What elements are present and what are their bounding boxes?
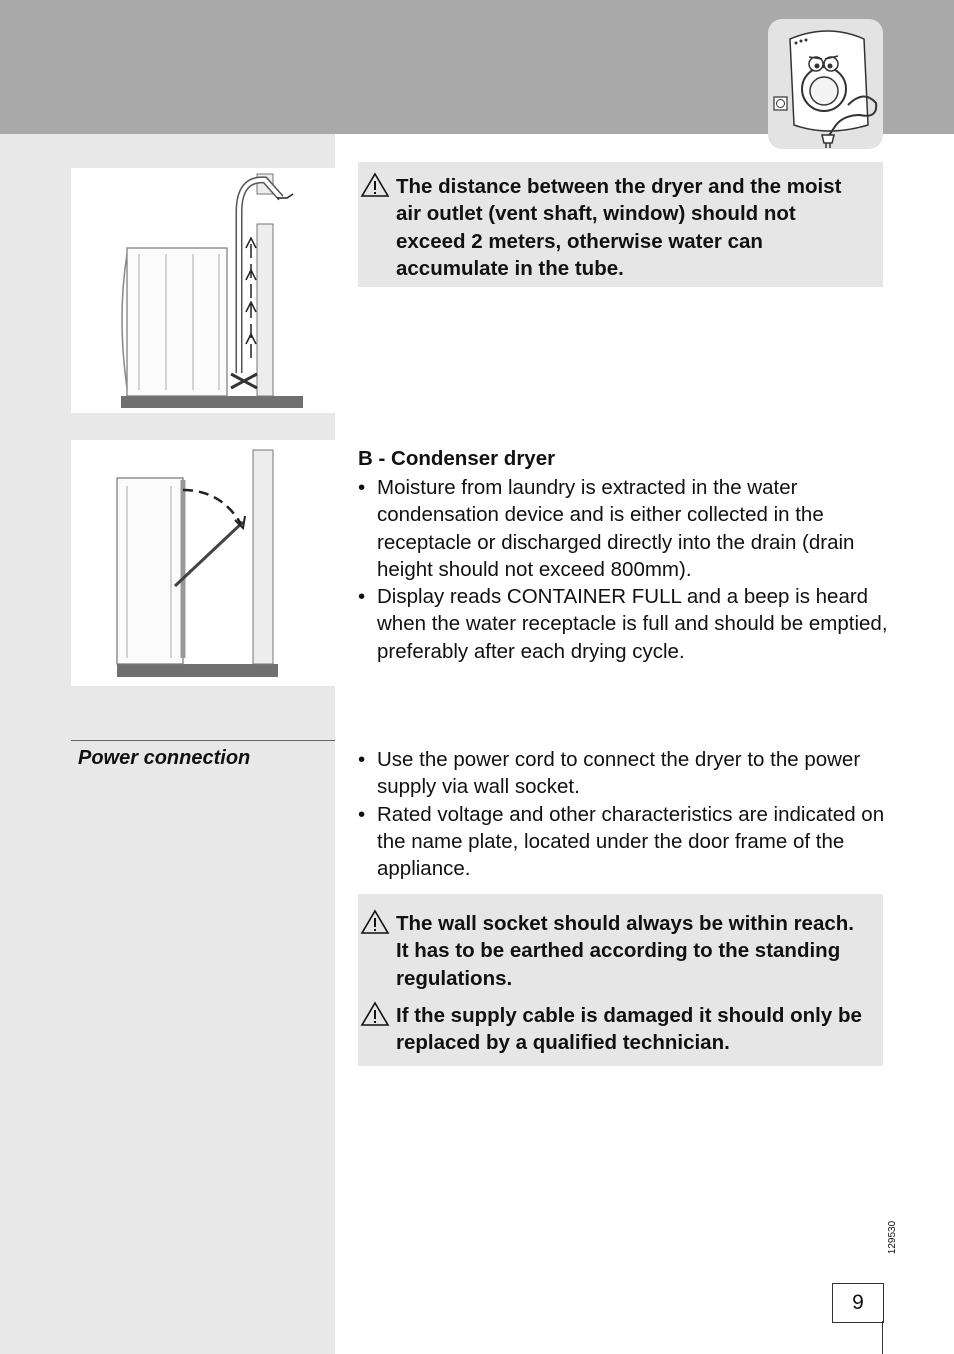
condenser-bullet-list [358,474,888,665]
vent-distance-warning-text: The distance between the dryer and the moist air outlet (vent shaft, window) should not exceed 2 meters, otherwise water can accumulate in the tube. [396,175,842,280]
section-divider [71,740,335,741]
page-number: 9 [832,1283,884,1323]
condenser-dryer-figure [71,440,335,686]
power-bullet-list [358,746,888,882]
dryer-mascot-icon [768,19,883,149]
warning-triangle-icon [360,1001,390,1027]
vented-dryer-figure [71,168,335,413]
list-item: • Moisture from laundry is extracted in the water condensation device and is either collected in the receptacle or discharged directly into the drain (drain height should not exceed 800mm). [358,474,888,583]
vent-distance-warning [396,173,865,282]
condenser-dryer-title: B - Condenser dryer [358,447,556,470]
power-warning-box [358,894,883,1066]
document-code: 129530 [887,1220,899,1255]
vent-distance-warning-box [358,162,883,287]
list-item: • Display reads CONTAINER FULL and a beep is heard when the water receptacle is full and should be emptied, preferably after each drying cycle. [358,583,888,665]
list-item: • Use the power cord to connect the dryer to the power supply via wall socket. [358,746,888,801]
supply-cable-warning [396,1002,865,1057]
supply-cable-warning-text: If the supply cable is damaged it should only be replaced by a qualified technician. [396,1004,862,1055]
warning-triangle-icon [360,172,390,198]
wall-socket-warning [396,910,865,992]
wall-socket-warning-text: The wall socket should always be within reach. It has to be earthed according to the standing regulations. [396,912,854,990]
warning-triangle-icon [360,909,390,935]
page-number-line [882,1321,883,1354]
list-item: • Rated voltage and other characteristics are indicated on the name plate, located under the door frame of the appliance. [358,801,888,883]
power-connection-heading: Power connection [78,747,251,769]
